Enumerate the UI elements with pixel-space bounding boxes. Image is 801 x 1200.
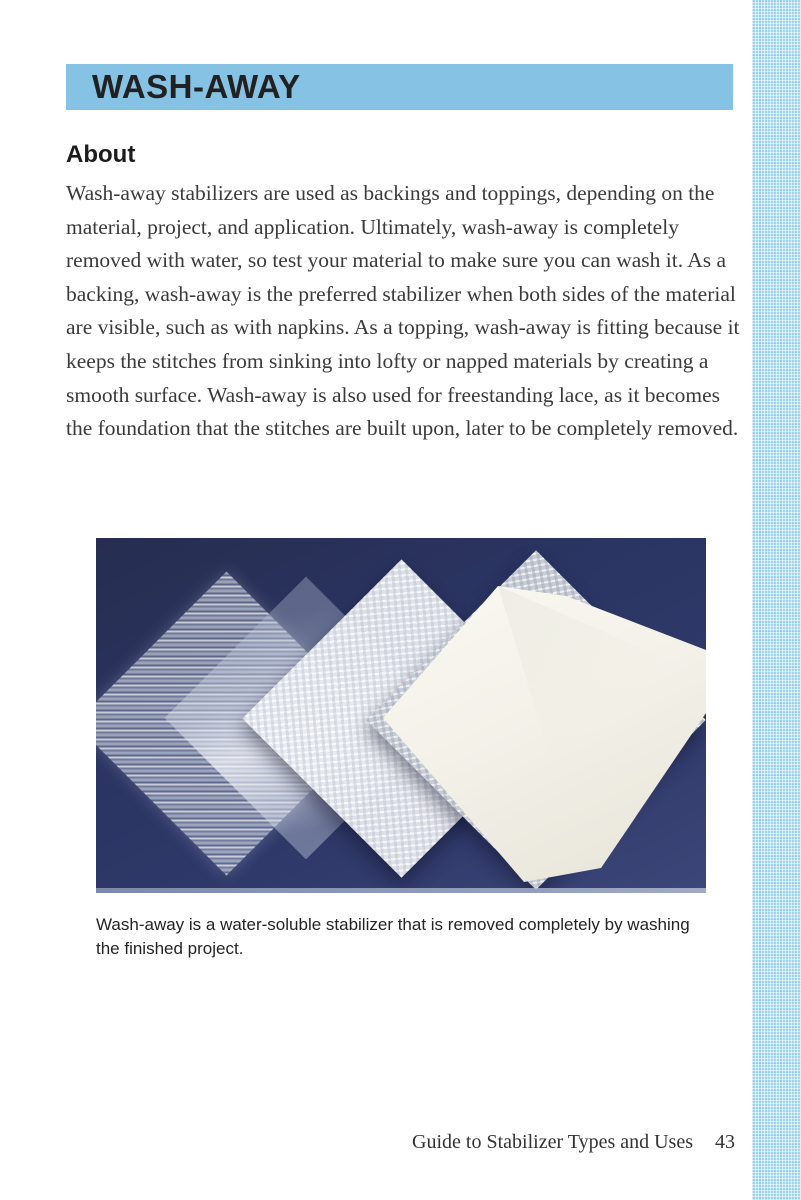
about-heading: About <box>66 141 136 168</box>
book-title: Guide to Stabilizer Types and Uses <box>412 1131 693 1153</box>
page-footer <box>412 1131 735 1154</box>
section-title: WASH-AWAY <box>92 68 301 105</box>
photo-caption: Wash-away is a water-soluble stabilizer that is removed completely by washing the finished project. <box>96 915 690 958</box>
about-paragraph: Wash-away stabilizers are used as backings and toppings, depending on the material, project, and application. Ultimately, wash-away is completely removed with water, so test your material to make sure you can wash it. As a backing, wash-away is the preferred stabilizer when both sides of the material are visible, such as with napkins. As a topping, wash-away is fitting because it keeps the stitches from sinking into lofty or napped materials by creating a smooth surface. Wash-away is also used for freestanding lace, as it becomes the foundation that the stitches are built upon, later to be completely removed. <box>66 181 740 441</box>
section-title-bar <box>66 64 733 110</box>
fabric-texture-border <box>752 0 801 1200</box>
table-edge-highlight <box>96 888 706 893</box>
stabilizer-photo <box>96 538 706 893</box>
page-number: 43 <box>715 1131 735 1153</box>
